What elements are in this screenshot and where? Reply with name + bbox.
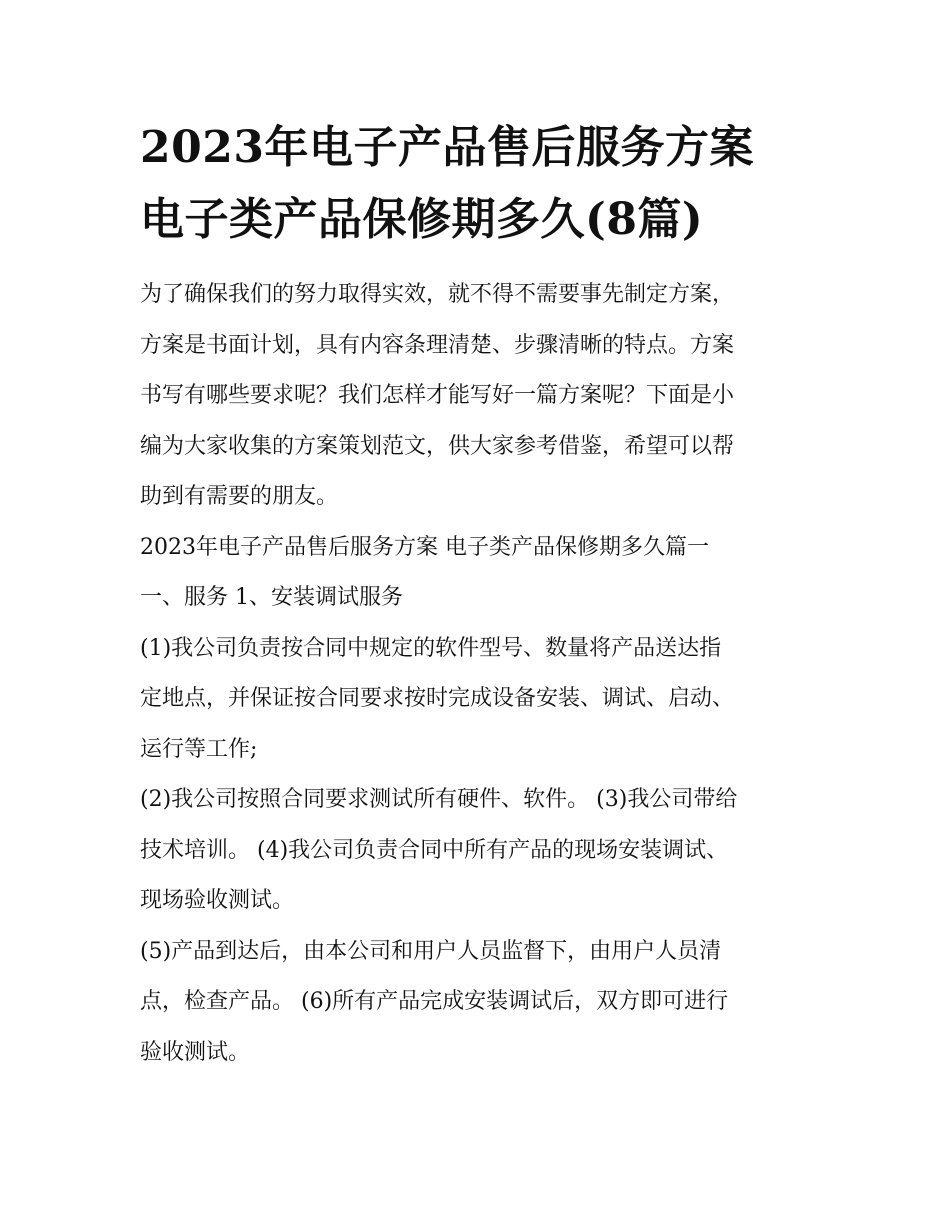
- text-line: 运行等工作;: [140, 736, 258, 762]
- text-line: 一、服务 1、安装调试服务: [140, 585, 403, 610]
- body-paragraph: [140, 927, 820, 1079]
- text-line: 验收测试。: [140, 1039, 251, 1065]
- text-line: 为了确保我们的努力取得实效，就不得不需要事先制定方案，: [140, 282, 735, 307]
- document-title: [140, 112, 820, 256]
- body-paragraph: [140, 624, 820, 776]
- text-line: 方案是书面计划，具有内容条理清楚、步骤清晰的特点。方案: [140, 332, 735, 358]
- text-line: 书写有哪些要求呢？我们怎样才能写好一篇方案呢？下面是小: [140, 383, 735, 408]
- text-line: (5)产品到达后，由本公司和用户人员监督下，由用户人员清: [140, 938, 722, 964]
- body-paragraph: [140, 775, 820, 927]
- section-heading: [140, 523, 820, 574]
- text-line: 编为大家收集的方案策划范文，供大家参考借鉴，希望可以帮: [140, 433, 735, 459]
- text-line: 现场验收测试。: [140, 888, 295, 913]
- text-line: 技术培训。 (4)我公司负责合同中所有产品的现场安装调试、: [140, 837, 729, 863]
- title-line: 2023年电子产品售后服务方案: [140, 122, 754, 173]
- text-line: 点，检查产品。 (6)所有产品完成安装调试后，双方即可进行: [140, 989, 729, 1014]
- document-content: [140, 112, 820, 1078]
- text-line: (2)我公司按照合同要求测试所有硬件、软件。 (3)我公司带给: [140, 787, 738, 812]
- intro-paragraph: [140, 270, 820, 523]
- subsection-heading: [140, 573, 820, 624]
- text-line: (1)我公司负责按合同中规定的软件型号、数量将产品送达指: [140, 635, 722, 661]
- text-line: 助到有需要的朋友。: [140, 484, 339, 509]
- text-line: 2023年电子产品售后服务方案 电子类产品保修期多久篇一: [140, 534, 709, 560]
- text-line: 定地点，并保证按合同要求按时完成设备安装、调试、启动、: [140, 686, 735, 711]
- title-line: 电子类产品保修期多久(8篇): [140, 194, 704, 245]
